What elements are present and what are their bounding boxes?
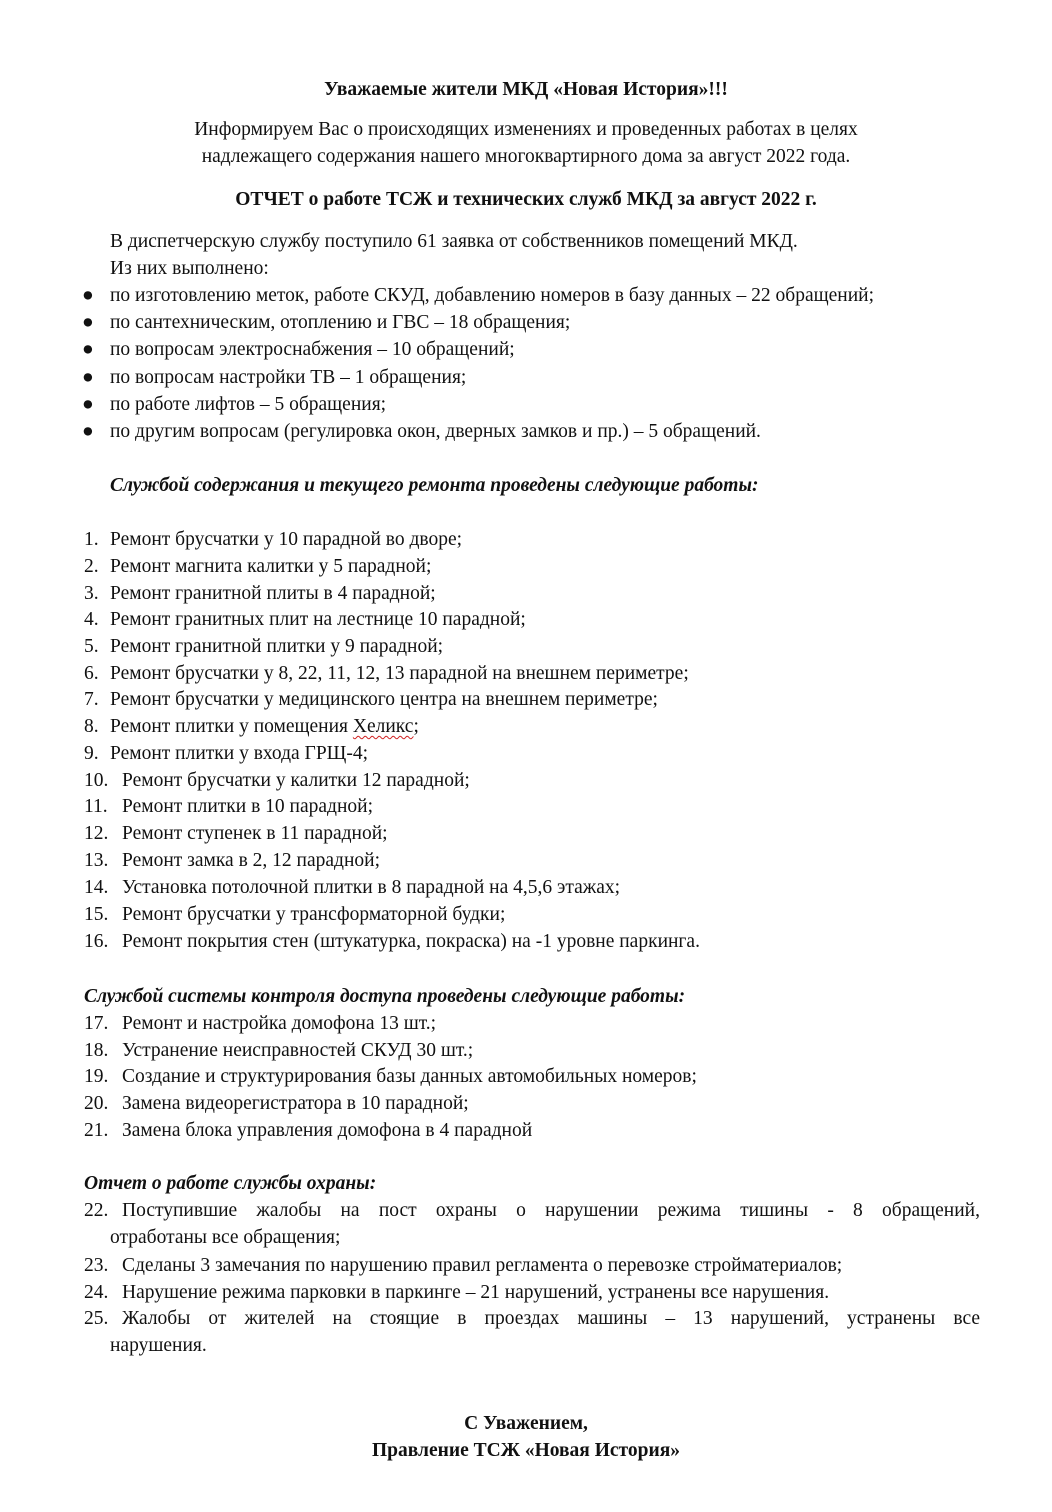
item-text: Устранение неисправностей СКУД 30 шт.;: [122, 1040, 474, 1061]
bullet-text: по другим вопросам (регулировка окон, дверных замков и пр.) – 5 обращений.: [110, 421, 761, 442]
bullet-icon: ●: [82, 312, 94, 333]
bullet-text: по вопросам электроснабжения – 10 обращений;: [110, 339, 515, 360]
item-number: 15.: [84, 904, 109, 925]
bullet-text: по сантехническим, отоплению и ГВС – 18 обращения;: [110, 312, 571, 333]
access-control-heading: Службой системы контроля доступа проведены следующие работы:: [84, 986, 686, 1007]
item-text: Установка потолочной плитки в 8 парадной на 4,5,6 этажах;: [122, 877, 621, 898]
item-text: Замена блока управления домофона в 4 парадной: [122, 1120, 533, 1141]
dispatch-subheading: Из них выполнено:: [110, 258, 269, 279]
spellcheck-marked-word: Хеликс: [352, 716, 414, 737]
item-text: Ремонт брусчатки у калитки 12 парадной;: [122, 770, 470, 791]
bullet-icon: ●: [82, 394, 94, 415]
item-text: Создание и структурирования базы данных автомобильных номеров;: [122, 1066, 697, 1087]
item-text: Ремонт плитки в 10 парадной;: [122, 796, 373, 817]
item-text: Сделаны 3 замечания по нарушению правил регламента о перевозке стройматериалов;: [122, 1255, 843, 1276]
item-number: 17.: [84, 1013, 109, 1034]
item-number: 10.: [84, 770, 109, 791]
bullet-text: по работе лифтов – 5 обращения;: [110, 394, 387, 415]
item-number: 11.: [84, 796, 108, 817]
bullet-icon: ●: [82, 285, 94, 306]
item-number: 12.: [84, 823, 109, 844]
signature-greeting: С Уважением,: [464, 1413, 588, 1434]
item-number: 13.: [84, 850, 109, 871]
item-text: Ремонт брусчатки у 8, 22, 11, 12, 13 парадной на внешнем периметре;: [110, 663, 689, 684]
item-text: Ремонт гранитной плиты в 4 парадной;: [110, 583, 436, 604]
item-text: Ремонт ступенек в 11 парадной;: [122, 823, 388, 844]
item-number: 5.: [84, 636, 99, 657]
item-number: 9.: [84, 743, 99, 764]
item-text: Ремонт плитки у входа ГРЩ-4;: [110, 743, 369, 764]
bullet-icon: ●: [82, 421, 94, 442]
bullet-text: по изготовлению меток, работе СКУД, добавлению номеров в базу данных – 22 обращений;: [110, 285, 874, 306]
item-text: Ремонт брусчатки у медицинского центра на внешнем периметре;: [110, 689, 658, 710]
item-text: Ремонт покрытия стен (штукатурка, покраска) на -1 уровне паркинга.: [122, 931, 700, 952]
intro-line-2: надлежащего содержания нашего многоквартирного дома за август 2022 года.: [201, 146, 851, 167]
item-text: Жалобы от жителей на стоящие в проездах машины – 13 нарушений, устранены все: [122, 1308, 980, 1329]
item-number: 4.: [84, 609, 99, 630]
item-number: 24.: [84, 1282, 109, 1303]
item-text: Ремонт брусчатки у 10 парадной во дворе;: [110, 529, 463, 550]
security-heading: Отчет о работе службы охраны:: [84, 1173, 377, 1194]
item-number: 6.: [84, 663, 99, 684]
item-text: [110, 713, 419, 740]
item-number: 2.: [84, 556, 99, 577]
item-text: Ремонт и настройка домофона 13 шт.;: [122, 1013, 437, 1034]
item-number: 23.: [84, 1255, 109, 1276]
item-text-start: Ремонт плитки у помещения: [110, 716, 353, 737]
item-number: 19.: [84, 1066, 109, 1087]
bullet-icon: ●: [82, 367, 94, 388]
item-text: Замена видеорегистратора в 10 парадной;: [122, 1093, 469, 1114]
intro-line-1: Информируем Вас о происходящих изменениях и проведенных работах в целях: [194, 119, 858, 140]
item-number: 16.: [84, 931, 109, 952]
bullet-icon: ●: [82, 339, 94, 360]
item-number: 20.: [84, 1093, 109, 1114]
item-number: 7.: [84, 689, 99, 710]
item-text-continuation: отработаны все обращения;: [110, 1227, 341, 1248]
item-text-end: ;: [413, 716, 419, 737]
item-text: Ремонт замка в 2, 12 парадной;: [122, 850, 380, 871]
maintenance-heading: Службой содержания и текущего ремонта проведены следующие работы:: [110, 475, 759, 496]
item-number: 3.: [84, 583, 99, 604]
item-number: 8.: [84, 716, 99, 737]
item-text: Ремонт брусчатки у трансформаторной будки;: [122, 904, 506, 925]
dispatch-summary: В диспетчерскую службу поступило 61 заявка от собственников помещений МКД.: [110, 231, 798, 252]
item-text: Ремонт магнита калитки у 5 парадной;: [110, 556, 432, 577]
item-number: 18.: [84, 1040, 109, 1061]
item-text: Поступившие жалобы на пост охраны о нарушении режима тишины - 8 обращений,: [122, 1200, 980, 1221]
item-number: 1.: [84, 529, 99, 550]
item-number: 21.: [84, 1120, 109, 1141]
report-title: ОТЧЕТ о работе ТСЖ и технических служб МКД за август 2022 г.: [235, 189, 817, 210]
item-number: 22.: [84, 1200, 109, 1221]
item-number: 14.: [84, 877, 109, 898]
bullet-text: по вопросам настройки ТВ – 1 обращения;: [110, 367, 467, 388]
item-text: Нарушение режима парковки в паркинге – 21 нарушений, устранены все нарушения.: [122, 1282, 830, 1303]
item-text: Ремонт гранитной плитки у 9 парадной;: [110, 636, 444, 657]
item-text: Ремонт гранитных плит на лестнице 10 парадной;: [110, 609, 526, 630]
item-text-continuation: нарушения.: [110, 1335, 207, 1356]
document-title: Уважаемые жители МКД «Новая История»!!!: [324, 79, 728, 100]
signature-board: Правление ТСЖ «Новая История»: [371, 1440, 681, 1461]
item-number: 25.: [84, 1308, 109, 1329]
